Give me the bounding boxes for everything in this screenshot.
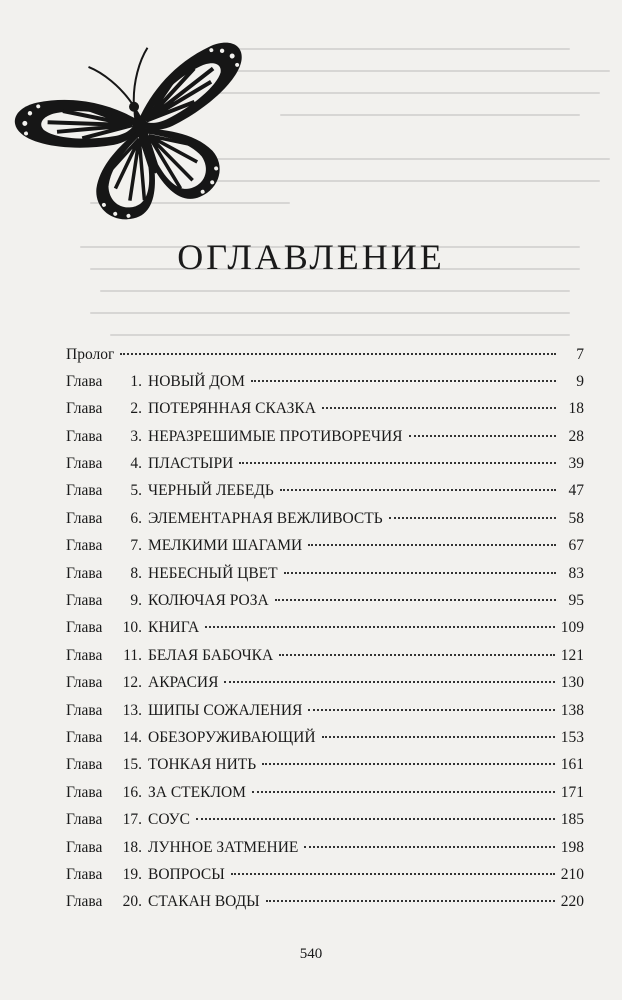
chapter-word: Глава bbox=[66, 400, 103, 418]
toc-entry-title: МЕЛКИМИ ШАГАМИ bbox=[148, 537, 303, 555]
chapter-number: 17. bbox=[122, 811, 142, 829]
chapter-number: 20. bbox=[122, 893, 142, 911]
chapter-number: 6. bbox=[130, 509, 142, 527]
dot-leader bbox=[284, 556, 556, 574]
chapter-number: 1. bbox=[130, 372, 142, 390]
toc-page-number: 161 bbox=[560, 756, 584, 774]
chapter-word: Глава bbox=[66, 838, 103, 856]
toc-entry-title: НЕРАЗРЕШИМЫЕ ПРОТИВОРЕЧИЯ bbox=[148, 427, 403, 445]
chapter-number: 4. bbox=[130, 455, 142, 473]
toc-page-number: 7 bbox=[576, 345, 584, 363]
chapter-word: Глава bbox=[66, 756, 103, 774]
toc-page-number: 130 bbox=[560, 674, 584, 692]
toc-entry-title: ЧЕРНЫЙ ЛЕБЕДЬ bbox=[148, 482, 274, 500]
dot-leader bbox=[409, 419, 556, 437]
dot-leader bbox=[280, 474, 556, 492]
dot-leader bbox=[196, 803, 555, 821]
chapter-word: Глава bbox=[66, 701, 103, 719]
toc-page-number: 95 bbox=[568, 592, 584, 610]
butterfly-icon bbox=[8, 2, 270, 238]
chapter-number: 15. bbox=[122, 756, 142, 774]
chapter-word: Глава bbox=[66, 427, 103, 445]
chapter-number: 12. bbox=[122, 674, 142, 692]
chapter-word: Глава bbox=[66, 592, 103, 610]
dot-leader bbox=[251, 364, 556, 382]
table-of-contents bbox=[66, 341, 584, 916]
chapter-word: Глава bbox=[66, 783, 103, 801]
toc-entry-title: ТОНКАЯ НИТЬ bbox=[148, 756, 257, 774]
dot-leader bbox=[252, 775, 555, 793]
toc-entry-title: БЕЛАЯ БАБОЧКА bbox=[148, 646, 274, 664]
toc-page-number: 198 bbox=[560, 838, 584, 856]
dot-leader bbox=[266, 885, 555, 903]
chapter-number: 7. bbox=[130, 537, 142, 555]
dot-leader bbox=[279, 638, 555, 656]
dot-leader bbox=[275, 584, 556, 602]
chapter-word: Глава bbox=[66, 537, 103, 555]
toc-entry-title: ПЛАСТЫРИ bbox=[148, 455, 234, 473]
toc-entry-title: КОЛЮЧАЯ РОЗА bbox=[148, 592, 269, 610]
page-title: ОГЛАВЛЕНИЕ bbox=[177, 237, 445, 277]
chapter-number: 5. bbox=[130, 482, 142, 500]
toc-entry-title: КНИГА bbox=[148, 619, 200, 637]
toc-entry-title: СОУС bbox=[148, 811, 190, 829]
toc-page-number: 67 bbox=[568, 537, 584, 555]
chapter-word: Глава bbox=[66, 564, 103, 582]
chapter-number: 2. bbox=[130, 400, 142, 418]
chapter-number: 10. bbox=[122, 619, 142, 637]
dot-leader bbox=[308, 693, 554, 711]
toc-entry-title: Пролог bbox=[66, 345, 115, 363]
toc-page-number: 171 bbox=[560, 783, 584, 801]
chapter-word: Глава bbox=[66, 619, 103, 637]
dot-leader bbox=[205, 611, 555, 629]
dot-leader bbox=[120, 337, 556, 355]
toc-entry-title: ВОПРОСЫ bbox=[148, 865, 225, 883]
chapter-word: Глава bbox=[66, 372, 103, 390]
toc-page-number: 28 bbox=[568, 427, 584, 445]
toc-page-number: 138 bbox=[560, 701, 584, 719]
dot-leader bbox=[322, 392, 556, 410]
toc-page-number: 9 bbox=[576, 372, 584, 390]
toc-entry-title: АКРАСИЯ bbox=[148, 674, 219, 692]
dot-leader bbox=[224, 666, 554, 684]
toc-page-number: 153 bbox=[560, 728, 584, 746]
chapter-word: Глава bbox=[66, 728, 103, 746]
toc-entry-title: ЛУННОЕ ЗАТМЕНИЕ bbox=[148, 838, 299, 856]
chapter-number: 9. bbox=[130, 592, 142, 610]
toc-entry-title: ПОТЕРЯННАЯ СКАЗКА bbox=[148, 400, 316, 418]
dot-leader bbox=[308, 529, 556, 547]
chapter-number: 14. bbox=[122, 728, 142, 746]
folio-page-number: 540 bbox=[299, 946, 323, 962]
toc-entry-title: НЕБЕСНЫЙ ЦВЕТ bbox=[148, 564, 278, 582]
chapter-number: 18. bbox=[122, 838, 142, 856]
toc-page-number: 18 bbox=[568, 400, 584, 418]
toc-page-number: 58 bbox=[568, 509, 584, 527]
chapter-number: 11. bbox=[123, 646, 142, 664]
toc-page-number: 47 bbox=[568, 482, 584, 500]
toc-page-number: 185 bbox=[560, 811, 584, 829]
chapter-number: 8. bbox=[130, 564, 142, 582]
chapter-word: Глава bbox=[66, 646, 103, 664]
chapter-number: 3. bbox=[130, 427, 142, 445]
toc-page-number: 109 bbox=[560, 619, 584, 637]
toc-page-number: 210 bbox=[560, 865, 584, 883]
toc-entry-title: ШИПЫ СОЖАЛЕНИЯ bbox=[148, 701, 303, 719]
chapter-word: Глава bbox=[66, 455, 103, 473]
chapter-number: 19. bbox=[122, 865, 142, 883]
toc-entry-title: ЗА СТЕКЛОМ bbox=[148, 783, 246, 801]
dot-leader bbox=[231, 857, 555, 875]
toc-entry-title: ЭЛЕМЕНТАРНАЯ ВЕЖЛИВОСТЬ bbox=[148, 509, 383, 527]
toc-entry-title: ОБЕЗОРУЖИВАЮЩИЙ bbox=[148, 728, 316, 746]
chapter-word: Глава bbox=[66, 509, 103, 527]
chapter-word: Глава bbox=[66, 893, 103, 911]
chapter-number: 16. bbox=[122, 783, 142, 801]
dot-leader bbox=[262, 748, 555, 766]
chapter-word: Глава bbox=[66, 482, 103, 500]
chapter-word: Глава bbox=[66, 674, 103, 692]
toc-page-number: 39 bbox=[568, 455, 584, 473]
chapter-word: Глава bbox=[66, 811, 103, 829]
dot-leader bbox=[389, 501, 556, 519]
toc-entry-title: СТАКАН ВОДЫ bbox=[148, 893, 260, 911]
toc-page-number: 121 bbox=[560, 646, 584, 664]
dot-leader bbox=[239, 447, 556, 465]
toc-entry-title: НОВЫЙ ДОМ bbox=[148, 372, 245, 390]
dot-leader bbox=[304, 830, 554, 848]
toc-page-number: 220 bbox=[560, 893, 584, 911]
chapter-number: 13. bbox=[122, 701, 142, 719]
toc-entry-chapter bbox=[66, 889, 584, 916]
toc-page-number: 83 bbox=[568, 564, 584, 582]
chapter-word: Глава bbox=[66, 865, 103, 883]
dot-leader bbox=[322, 720, 555, 738]
